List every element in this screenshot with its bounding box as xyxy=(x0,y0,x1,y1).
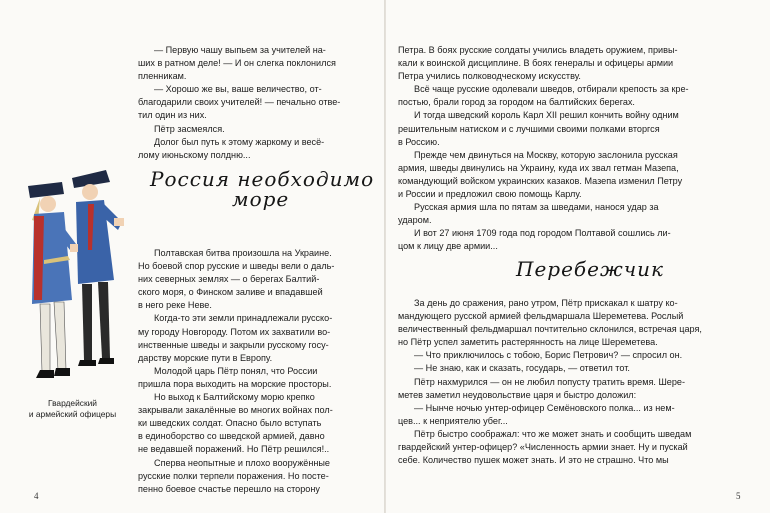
paragraph: За день до сражения, рано утром, Пётр прискакал к шатру ко- мандующего русской армией фельдмаршала Шереметева. Рослый величественный фельдмаршал почтительно склонился, встречая царя, но Пётр успел заметить растерянность на лице Шереметева. xyxy=(398,298,702,348)
caption-text: Гвардейский и армейский офицеры xyxy=(28,398,117,419)
paragraph: Пётр нахмурился — он не любил попусту тратить время. Шере- метев заметил неудовольствие царя и быстро доложил: xyxy=(398,376,685,400)
paragraph: Но выход к Балтийскому морю крепко закрывали закалённые во многих войнах пол- ки шведских солдат. Опасно было вступать в единоборство со шведской армией, давно не ведавшей поражений. Но Пётр решился!.. xyxy=(138,392,333,455)
paragraph: Русская армия шла по пятам за шведами, нанося удар за ударом. xyxy=(398,202,659,226)
army-officer-figure xyxy=(72,170,124,366)
paragraph: — Что приключилось с тобою, Борис Петрович? — спросил он. xyxy=(414,350,683,361)
page-number-right: 5 xyxy=(736,491,741,501)
guard-officer-figure xyxy=(28,182,78,378)
paragraph: Когда-то эти земли принадлежали русско- му городу Новгороду. Потом их захватили во- инственные шведы и закрыли русскому госу- дарству морские пути в Европу. xyxy=(138,313,333,363)
paragraph: Полтавская битва произошла на Украине. Но боевой спор русские и шведы вели о даль- них северных землях — о берегах Балтий- ского моря, о Финском заливе и впадавшей в него реке Неве. xyxy=(138,248,335,311)
paragraph: И вот 27 июня 1709 года под городом Полтавой сошлись ли- цом к лицу две армии... xyxy=(398,228,671,252)
right-top-text xyxy=(398,44,748,254)
paragraph: — Хорошо же вы, ваше величество, от- благодарили своих учителей! — печально отве- тил один из них. xyxy=(138,84,341,121)
chapter-title-sea xyxy=(150,169,375,209)
book-gutter xyxy=(384,0,386,513)
officers-illustration xyxy=(14,160,134,390)
illustration-caption xyxy=(20,398,125,420)
chapter-title-defector: Перебежчик xyxy=(516,257,664,281)
paragraph: Пётр засмеялся. xyxy=(154,123,225,134)
chapter-title-line: море xyxy=(232,187,290,211)
left-top-text xyxy=(138,44,374,162)
paragraph: И тогда шведский король Карл XII решил кончить войну одним решительным натиском и с лучшими своими полками вторгся в Россию. xyxy=(398,110,679,147)
paragraph: Молодой царь Пётр понял, что России пришла пора выходить на морские просторы. xyxy=(138,365,332,389)
paragraph: Долог был путь к этому жаркому и весё- лому июньскому полдню... xyxy=(138,136,325,160)
left-bottom-text xyxy=(138,247,374,496)
page-number-left: 4 xyxy=(34,491,39,501)
paragraph: — Первую чашу выпьем за учителей на- ших в ратном деле! — И он слегка поклонился пленникам. xyxy=(138,45,336,82)
paragraph: Прежде чем двинуться на Москву, которую заслонила русская армия, шведы двинулись на Украину, куда их звал гетман Мазепа, командующий войском украинских казаков. Мазепа изменил Петру и России и предложил свою помощь Карлу. xyxy=(398,149,683,200)
paragraph: Сперва неопытные и плохо вооружённые русские полки терпели поражения. Но посте- пенно боевое счастье перешло на сторону xyxy=(138,457,330,494)
paragraph: Всё чаще русские одолевали шведов, отбирали крепость за кре- постью, брали город за городом на балтийских берегах. xyxy=(398,84,689,108)
paragraph: — Не знаю, как и сказать, государь, — ответил тот. xyxy=(414,363,630,374)
paragraph: Пётр быстро соображал: что же может знать и сообщить шведам гвардейский унтер-офицер? «Численность армии знает. Ну и пускай себе. Количество пушек может знать. И это не страшно. Что мы xyxy=(398,428,692,466)
paragraph: Петра. В боях русские солдаты учились владеть оружием, привы- кали к воинской дисциплине. В боях генералы и офицеры армии Петра учились полководческому искусству. xyxy=(398,45,678,82)
chapter-title-line: Россия необходимо xyxy=(150,167,375,191)
paragraph: — Нынче ночью унтер-офицер Семёновского полка... из нем- цев... к неприятелю убег... xyxy=(398,402,675,426)
right-bottom-text xyxy=(398,297,748,467)
